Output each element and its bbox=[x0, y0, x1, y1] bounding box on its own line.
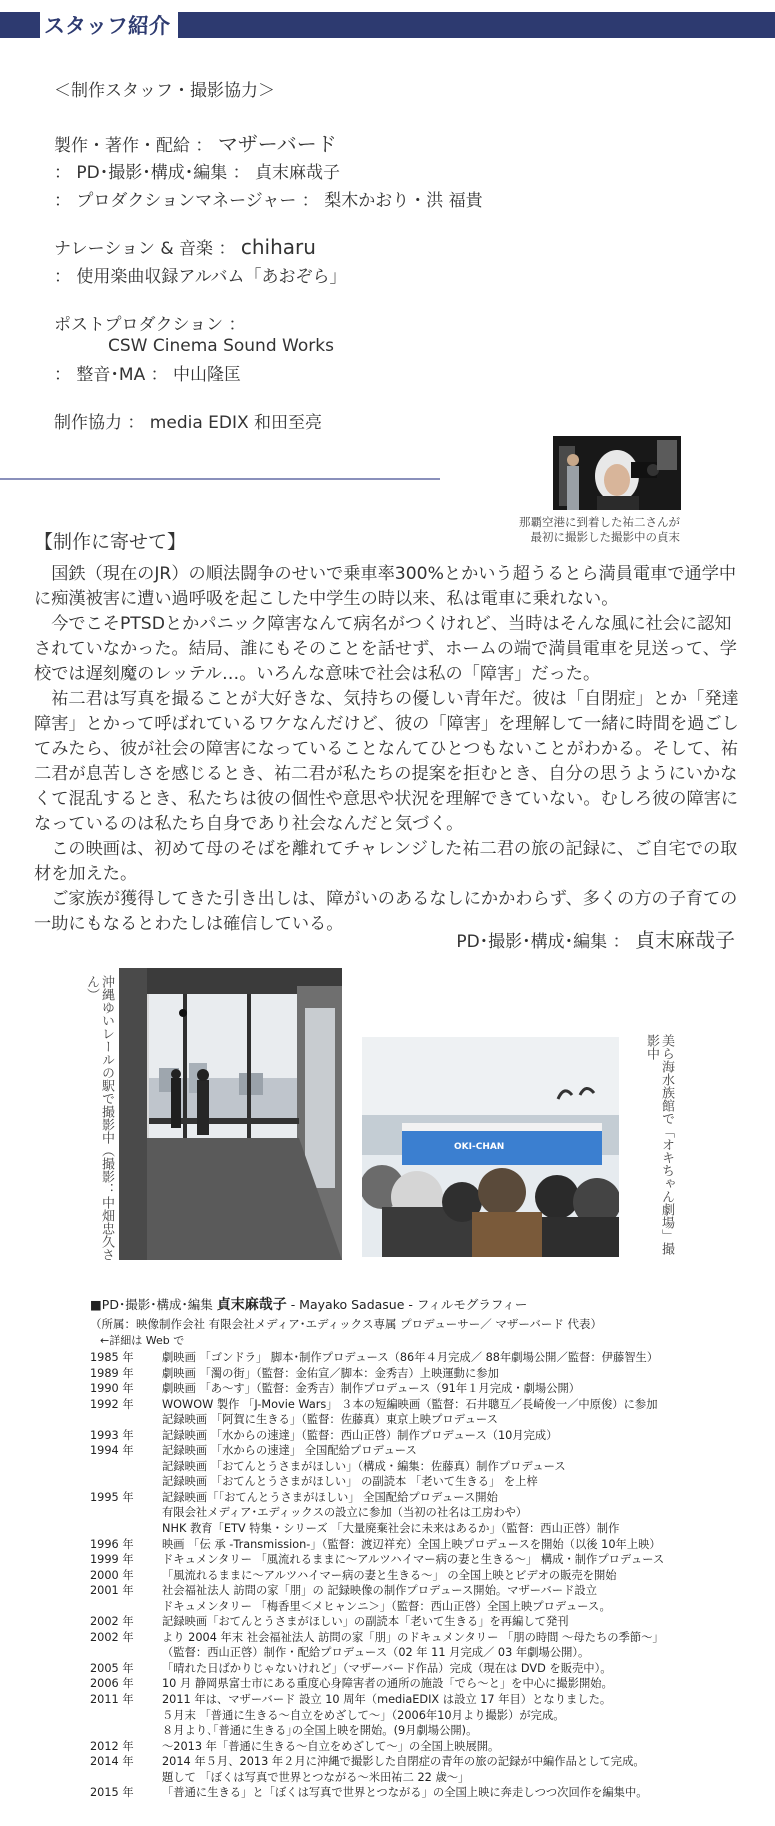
essay-heading: 【制作に寄せて】 bbox=[34, 531, 187, 553]
filmography-year: 2011 年 bbox=[90, 1693, 134, 1707]
filmography-year: 1994 年 bbox=[90, 1444, 134, 1458]
credit-production-value: マザーバード bbox=[217, 132, 337, 156]
filmography-heading-suffix: - Mayako Sadasue - フィルモグラフィー bbox=[290, 1297, 528, 1312]
filmography-year: 2005 年 bbox=[90, 1661, 134, 1675]
filmography-entry: 劇映画 「ゴンドラ」 脚本･制作プロデュース（86年４月完成／ 88年劇場公開／監督：伊藤智生） bbox=[162, 1351, 659, 1364]
filmography-entry: 劇映画 「濁の街」（監督：金佑宣／脚本：金秀吉）上映運動に参加 bbox=[162, 1366, 499, 1380]
header-bar-left bbox=[0, 12, 40, 38]
filmography-year bbox=[90, 1770, 162, 1786]
filmography-row bbox=[90, 1459, 770, 1475]
filmography-year: 2012 年 bbox=[90, 1739, 134, 1753]
filmography-year: 2014 年 bbox=[90, 1755, 134, 1769]
signature-label: PD･撮影･構成･編集 ： bbox=[456, 932, 630, 952]
filmography-year bbox=[90, 1474, 162, 1490]
filmography-row bbox=[90, 1630, 770, 1646]
signature-name: 貞末麻哉子 bbox=[635, 928, 735, 952]
filmography-row bbox=[90, 1428, 770, 1444]
credit-narration bbox=[54, 234, 316, 259]
filmography-year bbox=[90, 1645, 162, 1661]
credit-production-label: 製作・著作・配給 ： bbox=[54, 136, 213, 156]
filmography-row bbox=[90, 1350, 770, 1366]
filmography-entry: 有限会社メディア･エディックスの設立に参加（当初の社名は工房わや） bbox=[162, 1506, 528, 1520]
filmography-year: 1992 年 bbox=[90, 1397, 134, 1411]
filmography-row bbox=[90, 1366, 770, 1382]
filmography-entry: 題して 「ぼくは写真で世界とつながる～米田祐二 22 歳～」 bbox=[162, 1770, 470, 1784]
essay-signature bbox=[456, 924, 735, 953]
filmography-entry: 記録映画 「おてんとうさまがほしい」（構成・編集：佐藤真）制作プロデュース bbox=[162, 1459, 566, 1473]
filmography-entry: 「普通に生きる」と「ぼくは写真で世界とつながる」の全国上映に奔走しつつ次回作を編集中。 bbox=[162, 1786, 648, 1800]
filmography-affiliation: （所属：映像制作会社 有限会社メディア･エディックス専属 プロデューサー／ マザーバード 代表） bbox=[90, 1317, 602, 1331]
filmography-row bbox=[90, 1381, 770, 1397]
filmography-entry: 記録映画 「水からの速達」（監督：西山正啓）制作プロデュース（10月完成） bbox=[162, 1428, 558, 1442]
filmography-entry: 記録映画 「水からの速達」 全国配給プロデュース bbox=[162, 1444, 417, 1458]
filmography-year: 2015 年 bbox=[90, 1786, 134, 1800]
filmography-year bbox=[90, 1723, 162, 1739]
essay-paragraph-2: 今でこそPTSDとかパニック障害なんて病名がつくけれど、当時はそんな風に社会に認知されていなかった。結局、誰にもそのことを話せず、ホームの端で満員電車を見送って、学校では遅刻魔のレッテル…。いろんな意味で社会は私の「障害」だった。 bbox=[34, 614, 737, 684]
filmography-year bbox=[90, 1708, 162, 1724]
filmography-row bbox=[90, 1785, 770, 1801]
page-title: スタッフ紹介 bbox=[44, 14, 170, 38]
filmography-entry: ドキュメンタリー 「風流れるままに～アルツハイマー病の妻と生きる～」 構成・制作プロデュース bbox=[162, 1553, 665, 1567]
filmography-year: 1996 年 bbox=[90, 1537, 134, 1551]
filmography-row bbox=[90, 1661, 770, 1677]
credit-narration-value: chiharu bbox=[240, 235, 316, 259]
credit-post-label: ポストプロダクション ： bbox=[54, 315, 246, 335]
photo-monorail bbox=[119, 968, 342, 1260]
filmography-row bbox=[90, 1770, 770, 1786]
filmography-year: 1990 年 bbox=[90, 1382, 134, 1396]
filmography-entry: 2011 年は、マザーバード 設立 10 周年（mediaEDIX は設立 17 年目）となりました。 bbox=[162, 1693, 612, 1707]
filmography-row bbox=[90, 1614, 770, 1630]
filmography-heading-name: 貞末麻哉子 bbox=[216, 1297, 287, 1313]
filmography-entry: 記録映画 「阿賀に生きる」（監督：佐藤真）東京上映プロデュース bbox=[162, 1413, 498, 1427]
filmography-row bbox=[90, 1397, 770, 1413]
filmography-entry: WOWOW 製作 「J-Movie Wars」 ３本の短編映画（監督：石井聰互／長崎俊一／中原俊）に参加 bbox=[162, 1397, 658, 1411]
credit-production bbox=[54, 128, 337, 157]
filmography-year: 2002 年 bbox=[90, 1615, 134, 1629]
credit-album: ： 使用楽曲収録アルバム「あおぞら」 bbox=[54, 267, 347, 287]
filmography-entry: ～2013 年「普通に生きる～自立をめざして～」の全国上映展開。 bbox=[162, 1739, 500, 1753]
essay-paragraph-1: 国鉄（現在のJR）の順法闘争のせいで乗車率300%とかいう超うるとら満員電車で通学中に痴漢被害に遭い過呼吸を起こした中学生の時以来、私は電車に乗れない。 bbox=[34, 564, 737, 609]
filmography-year bbox=[90, 1505, 162, 1521]
filmography-year: 1993 年 bbox=[90, 1428, 134, 1442]
filmography-entry: NHK 教育「ETV 特集・シリーズ 「大量廃棄社会に未来はあるか」（監督：西山正啓）制作 bbox=[162, 1522, 620, 1536]
filmography-list bbox=[90, 1350, 770, 1801]
filmography-entry: 記録映画「「おてんとうさまがほしい」 全国配給プロデュース開始 bbox=[162, 1490, 498, 1504]
essay-paragraph-5: ご家族が獲得してきた引き出しは、障がいのあるなしにかかわらず、多くの方の子育ての一助にもなるとわたしは確信している。 bbox=[34, 889, 738, 934]
credit-pm: ： プロダクションマネージャー ： 梨木かおり・洪 福貴 bbox=[54, 191, 483, 211]
filmography-row bbox=[90, 1552, 770, 1568]
filmography-year bbox=[90, 1599, 162, 1615]
header-bar-right bbox=[178, 12, 775, 38]
filmography-row bbox=[90, 1708, 770, 1724]
filmography-year: 2002 年 bbox=[90, 1630, 134, 1644]
essay-paragraph-4: この映画は、初めて母のそばを離れてチャレンジした祐二君の旅の記録に、ご自宅での取材を加えた。 bbox=[34, 839, 738, 884]
credit-pd: ： PD･撮影･構成･編集 ： 貞末麻哉子 bbox=[54, 163, 341, 183]
filmography-entry: 10 月 静岡県富士市にある重度心身障害者の通所の施設「でら～と」を中心に撮影開始。 bbox=[162, 1677, 613, 1691]
photo-sadasue-caption-2: 最初に撮影した撮影中の貞末 bbox=[530, 530, 680, 544]
photo-sadasue-caption-1: 那覇空港に到着した祐二さんが bbox=[519, 515, 680, 529]
filmography-row bbox=[90, 1412, 770, 1428]
credit-post-value: CSW Cinema Sound Works bbox=[108, 336, 334, 356]
filmography-heading-prefix: ■PD･撮影･構成･編集 bbox=[90, 1297, 213, 1312]
filmography-entry: 社会福祉法人 訪問の家「朋」の 記録映像の制作プロデュース開始。マザーバード設立 bbox=[162, 1584, 597, 1598]
filmography-year: 2001 年 bbox=[90, 1584, 134, 1598]
photo-aquarium bbox=[362, 1037, 619, 1257]
filmography-row bbox=[90, 1505, 770, 1521]
filmography-entry: 映画 「伝 承 -Transmission-」（監督：渡辺祥充）全国上映プロデュースを開始（以後 10年上映） bbox=[162, 1537, 661, 1551]
credits-section-title: ＜制作スタッフ・撮影協力＞ bbox=[54, 81, 275, 101]
filmography-year: 2000 年 bbox=[90, 1568, 134, 1582]
filmography-year bbox=[90, 1521, 162, 1537]
filmography-year bbox=[90, 1412, 162, 1428]
filmography-entry: ドキュメンタリー 「梅香里＜メヒャンニ＞」（監督：西山正啓）全国上映プロデュース。 bbox=[162, 1599, 611, 1613]
filmography-web-note[interactable]: ←詳細は Web で bbox=[100, 1334, 185, 1347]
credit-narration-label: ナレーション & 音楽 ： bbox=[54, 239, 236, 259]
credit-ma: ： 整音･MA ： 中山隆匡 bbox=[54, 365, 242, 385]
filmography-year bbox=[90, 1459, 162, 1475]
filmography-heading bbox=[90, 1294, 527, 1314]
filmography-row bbox=[90, 1599, 770, 1615]
filmography-row bbox=[90, 1474, 770, 1490]
filmography-entry: 記録映画 「おてんとうさまがほしい」 の副読本 「老いて生きる」 を上梓 bbox=[162, 1475, 538, 1489]
filmography-year: 1999 年 bbox=[90, 1553, 134, 1567]
filmography-entry: 「晴れた日ばかりじゃないけれど」（マザーバード作品）完成（現在は DVD を販売中）。 bbox=[162, 1661, 612, 1675]
filmography-row bbox=[90, 1645, 770, 1661]
filmography-entry: より 2004 年末 社会福祉法人 訪問の家「朋」のドキュメンタリー 「朋の時間 ～母たちの季節～」 bbox=[162, 1630, 664, 1644]
filmography-row bbox=[90, 1739, 770, 1755]
essay-paragraph-3: 祐二君は写真を撮ることが大好きな、気持ちの優しい青年だ。彼は「自閉症」とか「発達障害」とかって呼ばれているワケなんだけど、彼の「障害」を理解して一緒に時間を過ごしてみたら、彼が社会の障害になっていることなんてひとつもないことがわかる。そして、祐二君が息苦しさを感じるとき、祐二君が私たちの提案を拒むとき、自分の思うようにいかなくて混乱するとき、私たちは彼の個性や意思や状況を理解できていない。むしろ彼の障害になっているのは私たち自身であり社会なんだと気づく。 bbox=[34, 689, 739, 834]
filmography-row bbox=[90, 1537, 770, 1553]
filmography-row bbox=[90, 1754, 770, 1770]
filmography-row bbox=[90, 1583, 770, 1599]
photo-aquarium-caption: 美ら海水族館で「オキちゃん劇場」撮影中 bbox=[644, 1034, 674, 1255]
filmography-entry: （監督：西山正啓）制作・配給プロデュース（02 年 11 月完成／ 03 年劇場公開）。 bbox=[162, 1646, 590, 1660]
filmography-entry: 劇映画 「あ～す」（監督：金秀吉）制作プロデュース（91年１月完成・劇場公開） bbox=[162, 1382, 581, 1396]
section-divider bbox=[0, 478, 440, 480]
photo-monorail-caption: 沖縄ゆいレールの駅で撮影中（撮影：中畑忠久さん） bbox=[84, 975, 114, 1261]
filmography-row bbox=[90, 1490, 770, 1506]
credit-coop: 制作協力 ： media EDIX 和田至亮 bbox=[54, 413, 323, 433]
filmography-entry: ８月より､｢普通に生きる｣の全国上映を開始。(9月劇場公開)。 bbox=[162, 1724, 478, 1738]
photo-sadasue bbox=[553, 436, 681, 510]
filmography-year: 1995 年 bbox=[90, 1490, 134, 1504]
filmography-row bbox=[90, 1521, 770, 1537]
filmography-row bbox=[90, 1692, 770, 1708]
filmography-row bbox=[90, 1723, 770, 1739]
filmography-year: 1985 年 bbox=[90, 1351, 134, 1364]
filmography-row bbox=[90, 1568, 770, 1584]
filmography-row bbox=[90, 1676, 770, 1692]
filmography-entry: 記録映画「おてんとうさまがほしい」の副読本「老いて生きる」を再編して発刊 bbox=[162, 1615, 569, 1629]
filmography-entry: 「風流れるままに～アルツハイマー病の妻と生きる～」 の全国上映とビデオの販売を開始 bbox=[162, 1568, 617, 1582]
filmography-row bbox=[90, 1443, 770, 1459]
filmography-year: 1989 年 bbox=[90, 1366, 134, 1380]
filmography-year: 2006 年 bbox=[90, 1677, 134, 1691]
filmography-entry: ５月末 「普通に生きる～自立をめざして～」（2006年10月より撮影）が完成。 bbox=[162, 1708, 565, 1722]
photo-aquarium-sign: OKI-CHAN bbox=[454, 1142, 505, 1152]
filmography-entry: 2014 年５月、2013 年２月に沖縄で撮影した自閉症の青年の旅の記録が中編作品として完成。 bbox=[162, 1755, 645, 1769]
